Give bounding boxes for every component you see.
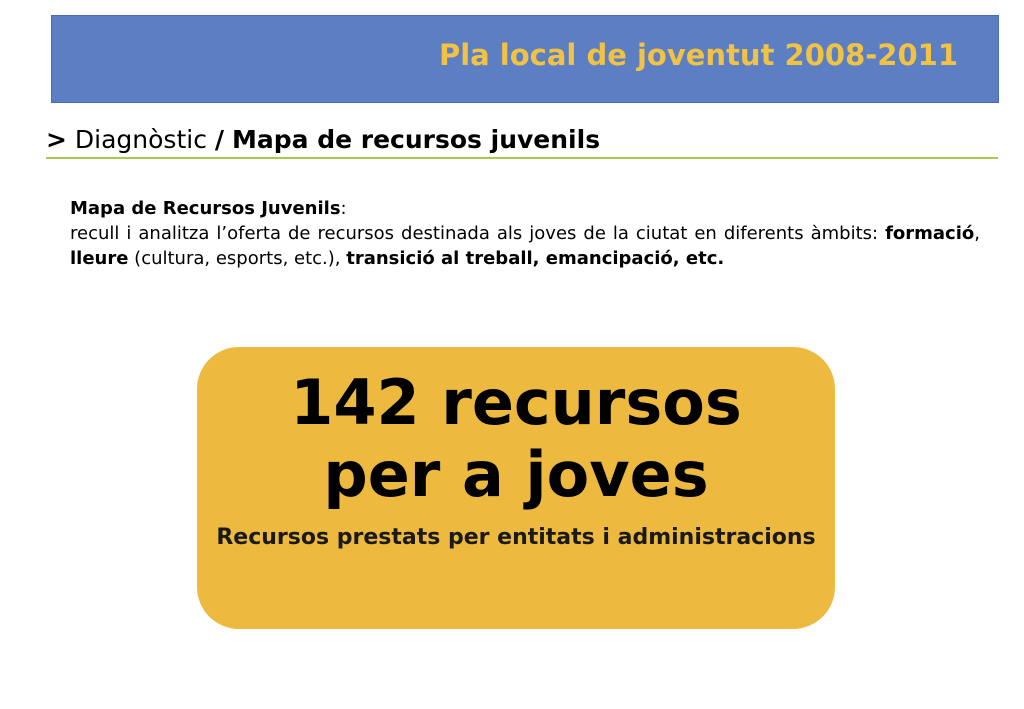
breadcrumb [46, 125, 600, 154]
description-text-part: (cultura, esports, etc.), [128, 248, 347, 269]
header-band [51, 15, 999, 103]
description-heading-colon: : [340, 198, 347, 219]
breadcrumb-section: Diagnòstic [74, 125, 207, 154]
breadcrumb-separator: / [214, 125, 225, 154]
breadcrumb-page: Mapa de recursos juvenils [232, 125, 601, 154]
highlight-callout [197, 347, 835, 629]
description-text-part: , [974, 223, 980, 244]
callout-headline-line2: per a joves [323, 438, 709, 511]
callout-headline-line1: 142 recursos [290, 366, 742, 439]
breadcrumb-arrow: > [46, 125, 67, 154]
description-text-part: recull i analitza l’oferta de recursos destinada als joves de la ciutat en diferents àmbits: [70, 223, 886, 244]
section-divider [46, 157, 998, 159]
description-text [70, 221, 980, 271]
description-block [70, 196, 980, 271]
keyword-transicio: transició al treball, emancipació, etc. [346, 248, 725, 269]
keyword-lleure: lleure [70, 248, 129, 269]
description-heading: Mapa de Recursos Juvenils [70, 198, 341, 219]
callout-subtitle: Recursos prestats per entitats i administracions [216, 525, 816, 550]
keyword-formacio: formació [885, 223, 975, 244]
page-title: Pla local de joventut 2008-2011 [438, 38, 958, 72]
